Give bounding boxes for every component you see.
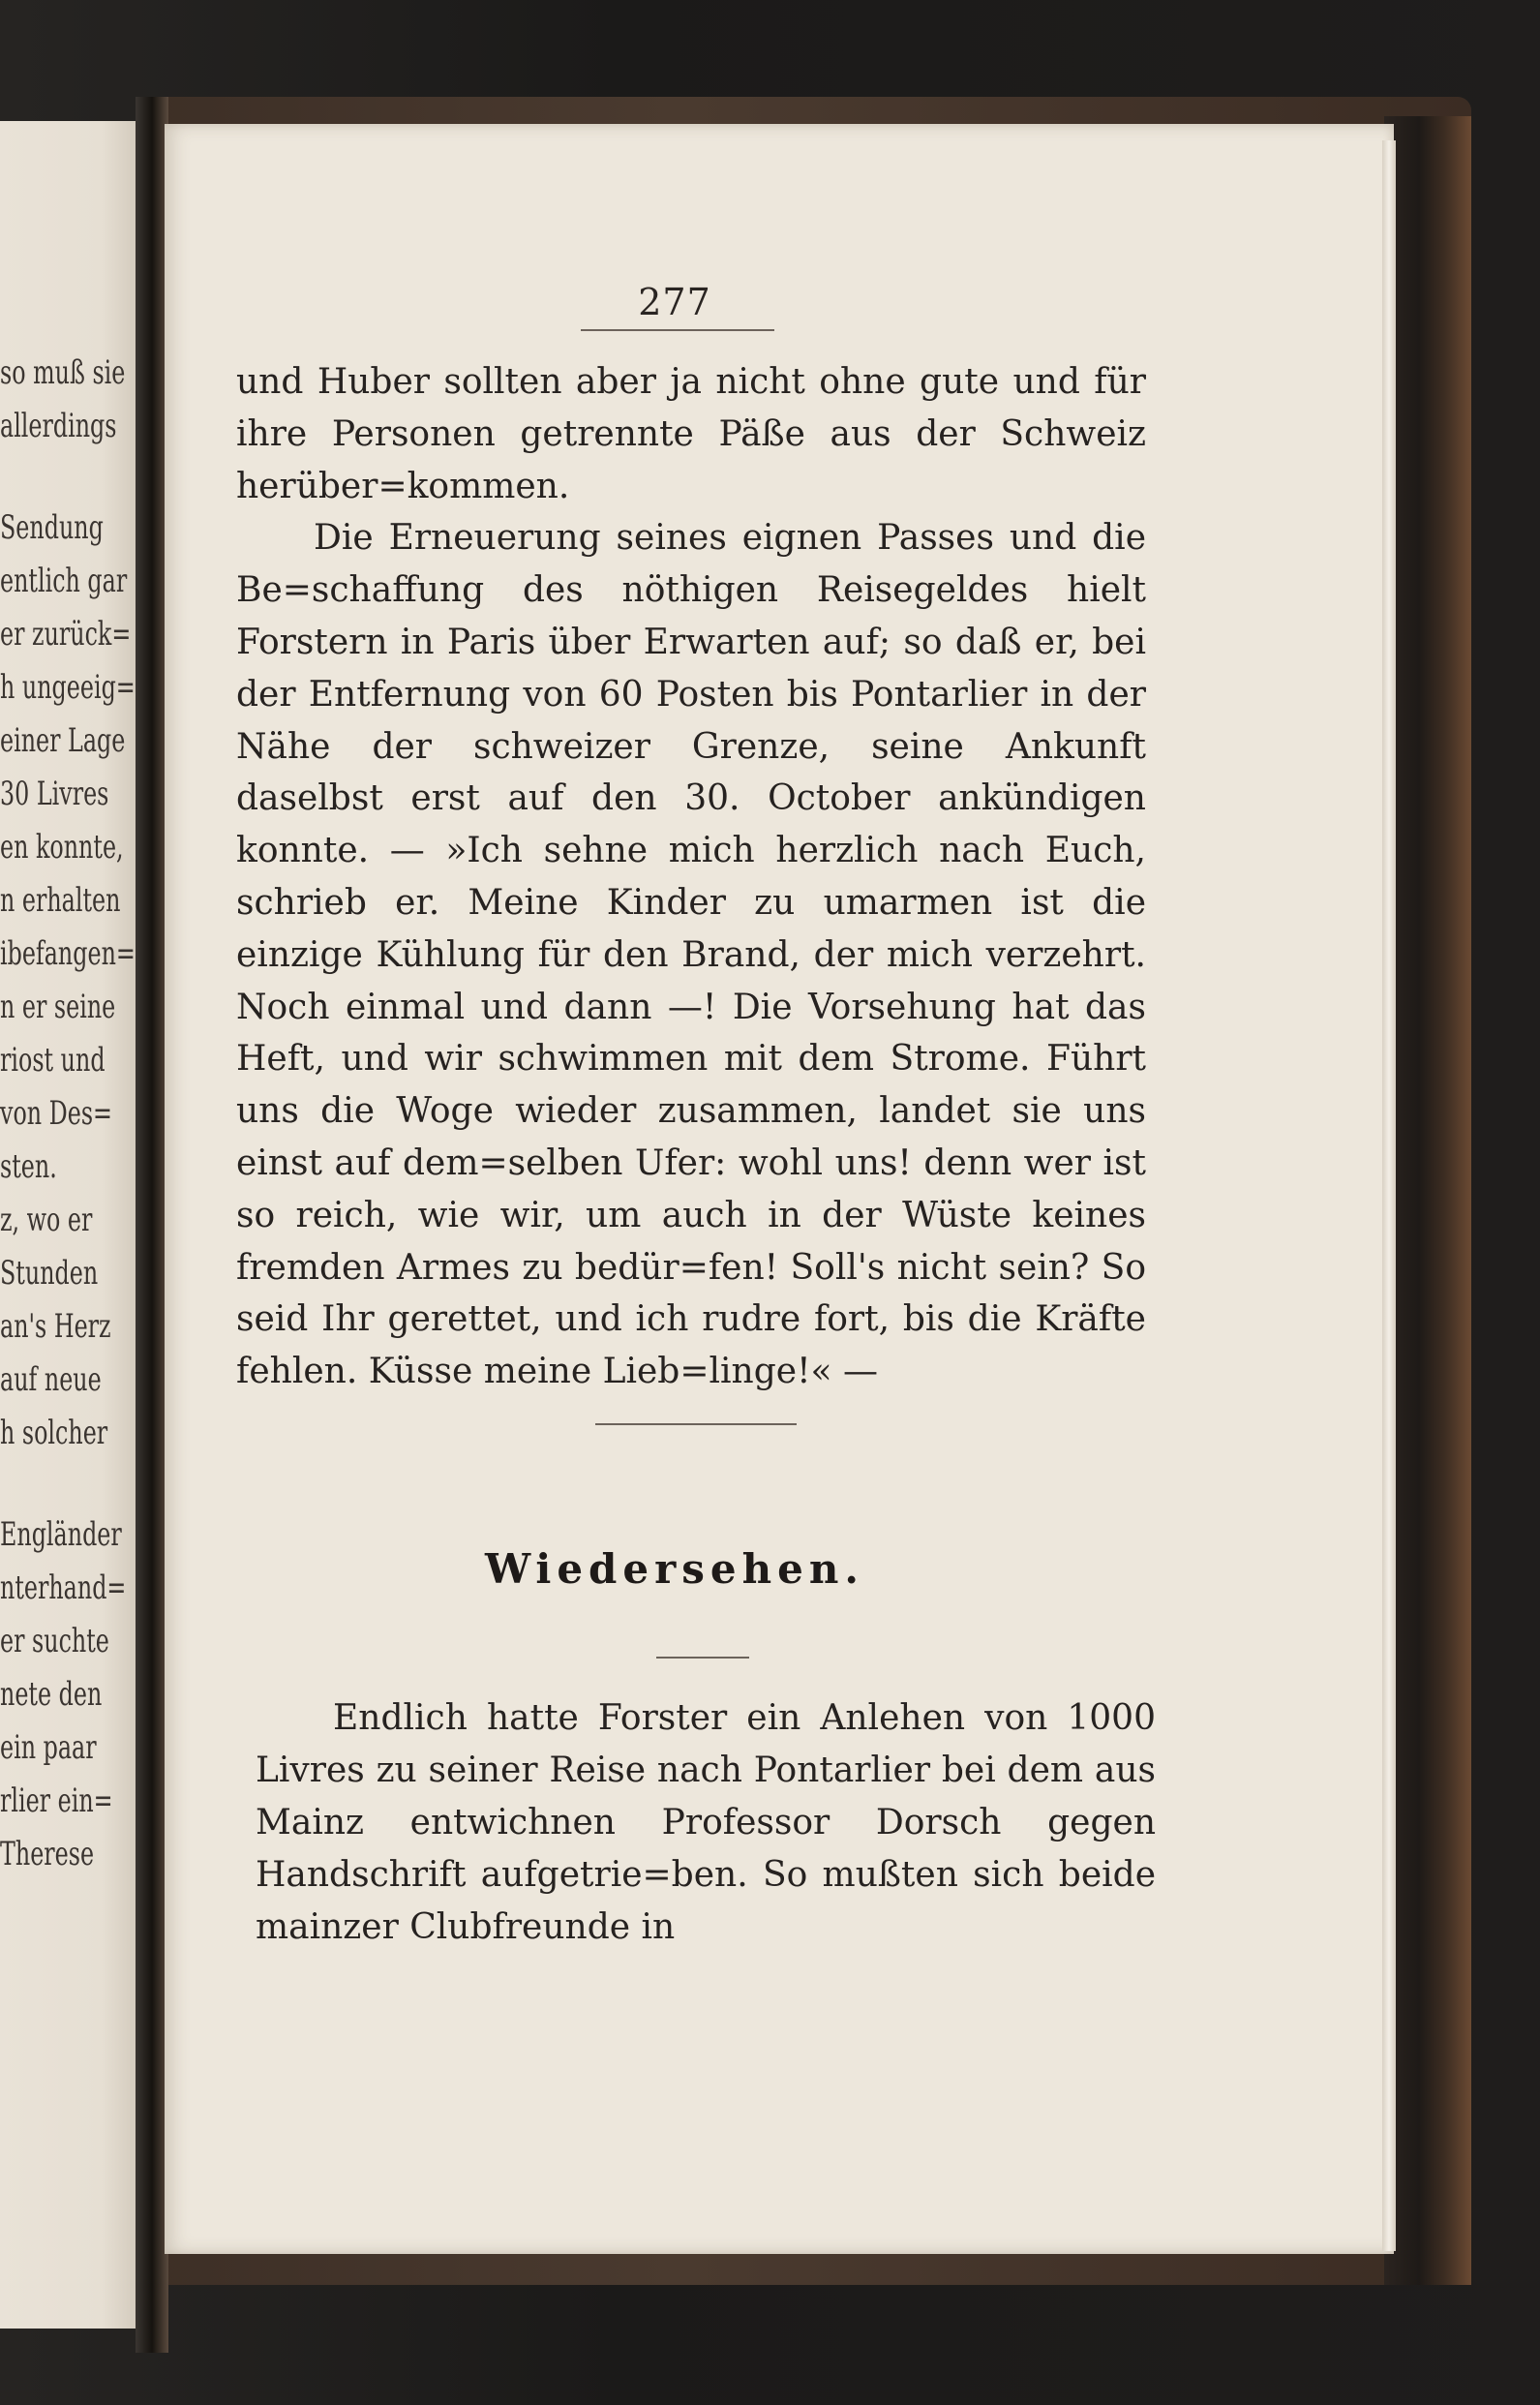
left-page-fragment: nterhand= — [0, 1568, 127, 1607]
page-stack-edge — [1382, 140, 1396, 2251]
left-page-fragment: rlier ein= — [0, 1781, 113, 1820]
left-page-fragment: er zurück= — [0, 615, 132, 654]
left-page-fragment: Stunden — [0, 1254, 99, 1293]
page-number: 277 — [638, 281, 711, 323]
heading-rule — [656, 1657, 749, 1659]
book-gutter — [136, 97, 168, 2353]
left-page-fragment: auf neue — [0, 1360, 102, 1399]
section-heading: Wiedersehen. — [484, 1545, 865, 1593]
left-page-fragment: n erhalten — [0, 881, 121, 920]
left-page-fragment: riost und — [0, 1041, 106, 1080]
left-page-fragment: n er seine — [0, 988, 116, 1026]
left-page-fragment: h ungeeig= — [0, 668, 136, 707]
left-page-fragment: Therese — [0, 1835, 95, 1873]
section-1-text — [236, 356, 1146, 1398]
paragraph: Die Erneuerung seines eignen Passes und die Be=schaffung des nöthigen Reisegeldes hielt Forstern in Paris über Erwarten auf; so daß er, bei der Entfernung von 60 Posten bis Pontarlier in der Nähe der schweizer Grenze, seine Ankunft daselbst erst auf den 30. October ankündigen konnte. — »Ich sehne mich herzlich nach Euch, schrieb er. Meine Kinder zu umarmen ist die einzige Kühlung für den Brand, der mich verzehrt. Noch einmal und dann —! Die Vorsehung hat das Heft, und wir schwimmen mit dem Strome. Führt uns die Woge wieder zusammen, landet sie uns einst auf dem=selben Ufer: wohl uns! denn wer ist so reich, wie wir, um auch in der Wüste keines fremden Armes zu bedür=fen! Soll's nicht sein? So seid Ihr gerettet, und ich rudre fort, bis die Kräfte fehlen. Küsse meine Lieb=linge!« — — [236, 518, 1146, 1392]
section-divider — [595, 1423, 797, 1425]
header-rule — [581, 329, 774, 331]
left-page-fragment: ein paar — [0, 1728, 97, 1767]
left-page-fragment: ibefangen= — [0, 934, 136, 973]
left-page-fragment: z, wo er — [0, 1201, 93, 1239]
left-page-fragment: er suchte — [0, 1622, 109, 1660]
left-page-fragment: einer Lage — [0, 721, 126, 760]
left-page-fragment: en konnte, — [0, 828, 124, 867]
left-page-fragment: 30 Livres — [0, 775, 109, 813]
left-page-fragment: an's Herz — [0, 1307, 111, 1346]
left-page-fragment: Sendung — [0, 508, 104, 547]
left-page-fragment: Engländer — [0, 1515, 122, 1554]
left-page-fragment: nete den — [0, 1675, 103, 1714]
section-2-text — [256, 1692, 1156, 1954]
left-page-fragment: sten. — [0, 1147, 57, 1186]
paragraph: und Huber sollten aber ja nicht ohne gute und für ihre Personen getrennte Päße aus der Schweiz herüber=kommen. — [236, 362, 1146, 506]
left-page — [0, 121, 145, 2329]
left-page-fragment: h solcher — [0, 1414, 108, 1452]
right-page — [165, 124, 1394, 2254]
left-page-fragment: von Des= — [0, 1094, 112, 1133]
book-spine-edge — [1384, 116, 1471, 2285]
left-page-fragment: allerdings — [0, 407, 117, 445]
left-page-fragment: entlich gar — [0, 562, 128, 600]
paragraph: Endlich hatte Forster ein Anlehen von 1000 Livres zu seiner Reise nach Pontarlier bei dem aus Mainz entwichnen Professor Dorsch gegen Handschrift aufgetrie=ben. So mußten sich beide mainzer Clubfreunde in — [256, 1698, 1156, 1947]
left-page-fragment: so muß sie — [0, 353, 126, 392]
